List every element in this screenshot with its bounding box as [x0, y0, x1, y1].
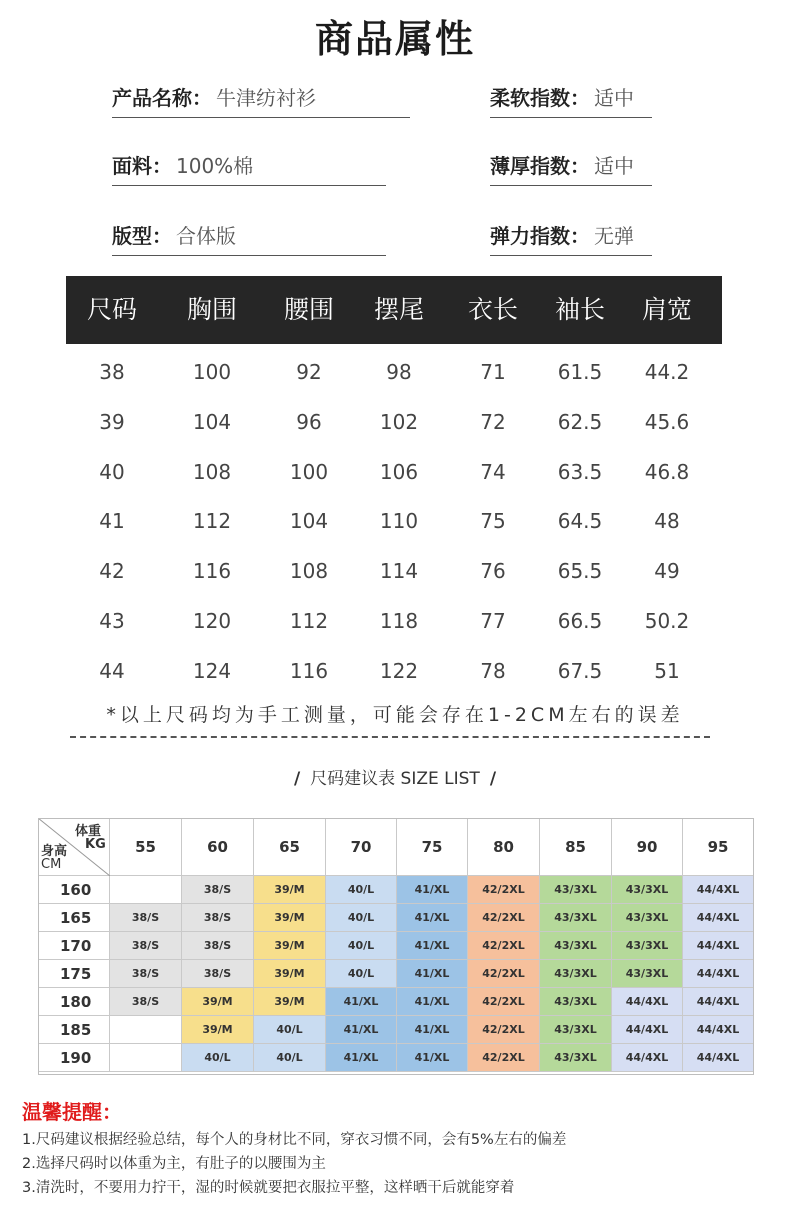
height-unit: CM: [41, 857, 62, 872]
size-table-cell: 77: [480, 609, 506, 633]
size-table-cell: 41: [99, 509, 125, 533]
size-table-cell: 65.5: [557, 559, 603, 583]
size-table-cell: 46.8: [644, 460, 690, 484]
size-table-cell: 67.5: [557, 659, 603, 683]
size-recommendation-cell: 43/3XL: [612, 960, 683, 988]
size-recommendation-cell: 38/S: [110, 960, 182, 988]
size-table-cell: 96: [296, 410, 322, 434]
size-recommendation-cell: 43/3XL: [540, 1044, 612, 1072]
height-label: 身高: [41, 844, 68, 859]
size-recommendation-cell: 40/L: [326, 904, 397, 932]
attr-label: 版型: [112, 224, 152, 248]
grid-border: [38, 818, 754, 1075]
size-table-header-cell: 摆尾: [373, 295, 424, 324]
size-recommendation-cell: 39/M: [254, 960, 326, 988]
attr-thickness: 薄厚指数： 适中: [490, 150, 652, 186]
size-recommendation-cell: 41/XL: [397, 960, 468, 988]
size-table-cell: 76: [480, 559, 506, 583]
reminder-tip: 3.清洗时，不要用力拧干，湿的时候就要把衣服拉平整，这样晒干后就能穿着: [22, 1180, 515, 1196]
size-recommendation-cell: 38/S: [110, 904, 182, 932]
size-recommendation-cell: 42/2XL: [468, 876, 540, 904]
weight-header-cell: 55: [110, 818, 182, 876]
size-recommendation-cell: 42/2XL: [468, 932, 540, 960]
size-recommendation-cell: 40/L: [254, 1044, 326, 1072]
size-recommendation-cell: 41/XL: [326, 1044, 397, 1072]
size-recommendation-cell: 41/XL: [397, 904, 468, 932]
size-recommendation-cell: 41/XL: [326, 1016, 397, 1044]
size-table-header: [66, 276, 722, 344]
attr-label: 弹力指数: [490, 224, 570, 248]
size-table-cell: 48: [654, 509, 680, 533]
size-recommendation-cell: 40/L: [326, 876, 397, 904]
title-slash-left: /: [293, 769, 301, 789]
size-recommendation-cell: 43/3XL: [612, 904, 683, 932]
size-table-cell: 108: [289, 559, 329, 583]
size-recommendation-cell: 42/2XL: [468, 960, 540, 988]
size-table-cell: 49: [654, 559, 680, 583]
size-recommendation-cell: 43/3XL: [540, 932, 612, 960]
size-recommendation-cell: 43/3XL: [612, 876, 683, 904]
size-recommendation-cell: 41/XL: [397, 1044, 468, 1072]
size-table-header-cell: 肩宽: [641, 295, 692, 324]
reminder-tip: 1.尺码建议根据经验总结，每个人的身材比不同，穿衣习惯不同，会有5%左右的偏差: [22, 1132, 567, 1148]
size-table-cell: 39: [99, 410, 125, 434]
size-table-cell: 104: [192, 410, 232, 434]
attr-elasticity: 弹力指数： 无弹: [490, 220, 652, 256]
size-table-cell: 40: [99, 460, 125, 484]
size-recommendation-cell: 43/3XL: [540, 960, 612, 988]
size-table-cell: 104: [289, 509, 329, 533]
size-table-cell: 50.2: [644, 609, 690, 633]
weight-header-cell: 60: [182, 818, 254, 876]
size-recommendation-cell: 42/2XL: [468, 1044, 540, 1072]
size-recommendation-cell: 43/3XL: [540, 988, 612, 1016]
weight-header-cell: 70: [326, 818, 397, 876]
size-table-cell: 118: [379, 609, 419, 633]
size-recommendation-cell: 38/S: [110, 988, 182, 1016]
size-recommendation-cell: 44/4XL: [683, 1016, 754, 1044]
size-table-cell: 74: [480, 460, 506, 484]
attr-value: 适中: [594, 154, 634, 178]
size-table-cell: 110: [379, 509, 419, 533]
size-table-cell: 124: [192, 659, 232, 683]
weight-unit: KG: [85, 837, 106, 852]
size-recommendation-cell: 42/2XL: [468, 904, 540, 932]
attr-label: 面料: [112, 154, 152, 178]
attr-product-name: 产品名称： 牛津纺衬衫: [112, 82, 410, 118]
size-recommendation-cell: 38/S: [182, 876, 254, 904]
size-recommendation-cell: 43/3XL: [540, 876, 612, 904]
size-recommendation-cell: 41/XL: [397, 876, 468, 904]
reminder-tip: 2.选择尺码时以体重为主，有肚子的以腰围为主: [22, 1156, 326, 1172]
size-table-cell: 100: [192, 360, 232, 384]
size-recommendation-cell: 40/L: [326, 960, 397, 988]
attr-fit: 版型： 合体版: [112, 220, 386, 256]
size-table-cell: 72: [480, 410, 506, 434]
weight-header-cell: 85: [540, 818, 612, 876]
height-header-cell: 160: [38, 876, 110, 904]
size-recommendation-cell: 39/M: [254, 988, 326, 1016]
weight-header-cell: 95: [683, 818, 754, 876]
size-table-cell: 42: [99, 559, 125, 583]
size-recommendation-cell: 40/L: [254, 1016, 326, 1044]
size-table-cell: 62.5: [557, 410, 603, 434]
size-table-cell: 112: [192, 509, 232, 533]
size-recommendation-cell: 44/4XL: [683, 1044, 754, 1072]
height-header-cell: 180: [38, 988, 110, 1016]
size-recommendation-cell: 39/M: [254, 904, 326, 932]
size-table-header-cell: 胸围: [186, 295, 237, 324]
size-recommendation-cell: 44/4XL: [612, 1044, 683, 1072]
size-table-header-cell: 袖长: [554, 295, 605, 324]
attr-fabric: 面料： 100%棉: [112, 150, 386, 186]
size-recommendation-cell: 44/4XL: [683, 932, 754, 960]
height-header-cell: 185: [38, 1016, 110, 1044]
size-recommendation-grid: [38, 818, 754, 1075]
measurement-note: *以上尺码均为手工测量，可能会存在1-2CM左右的误差: [106, 704, 684, 726]
weight-header-cell: 75: [397, 818, 468, 876]
size-recommendation-cell: 44/4XL: [683, 876, 754, 904]
attr-value: 适中: [594, 86, 634, 110]
size-recommendation-cell: 40/L: [182, 1044, 254, 1072]
size-recommendation-cell: 44/4XL: [612, 1016, 683, 1044]
size-table-cell: 45.6: [644, 410, 690, 434]
size-table-cell: 43: [99, 609, 125, 633]
size-table-cell: 44.2: [644, 360, 690, 384]
weight-header-cell: 65: [254, 818, 326, 876]
size-table-header-cell: 腰围: [283, 295, 334, 324]
size-table-header-cell: 衣长: [467, 295, 518, 324]
size-table-cell: 114: [379, 559, 419, 583]
size-table-cell: 66.5: [557, 609, 603, 633]
size-recommendation-cell: 44/4XL: [683, 904, 754, 932]
size-recommendation-cell: 39/M: [254, 876, 326, 904]
size-table-cell: 78: [480, 659, 506, 683]
size-table-cell: 120: [192, 609, 232, 633]
attr-value: 100%棉: [176, 154, 254, 178]
size-table-cell: 63.5: [557, 460, 603, 484]
reminder-title: 温馨提醒：: [22, 1100, 122, 1124]
size-list-title-text: 尺码建议表 SIZE LIST: [310, 769, 480, 789]
attr-softness: 柔软指数： 适中: [490, 82, 652, 118]
attr-label: 产品名称: [112, 86, 192, 110]
size-table-cell: 71: [480, 360, 506, 384]
size-recommendation-cell: 38/S: [182, 904, 254, 932]
weight-label: 体重: [75, 824, 102, 839]
size-recommendation-cell: 39/M: [254, 932, 326, 960]
size-table-cell: 116: [289, 659, 329, 683]
size-recommendation-cell: 38/S: [182, 932, 254, 960]
title-slash-right: /: [489, 769, 497, 789]
size-recommendation-cell: 40/L: [326, 932, 397, 960]
size-list-title: [0, 764, 790, 789]
size-recommendation-cell: 38/S: [110, 932, 182, 960]
height-header-cell: 165: [38, 904, 110, 932]
size-recommendation-cell: 42/2XL: [468, 1016, 540, 1044]
size-recommendation-cell: 41/XL: [397, 1016, 468, 1044]
size-table-cell: 44: [99, 659, 125, 683]
size-table-cell: 116: [192, 559, 232, 583]
attr-value: 牛津纺衬衫: [216, 86, 316, 110]
attr-label: 薄厚指数: [490, 154, 570, 178]
size-table-cell: 108: [192, 460, 232, 484]
size-recommendation-cell: 43/3XL: [540, 904, 612, 932]
weight-header-cell: 90: [612, 818, 683, 876]
attr-value: 无弹: [594, 224, 634, 248]
size-recommendation-cell: 44/4XL: [612, 988, 683, 1016]
size-recommendation-cell: 42/2XL: [468, 988, 540, 1016]
size-table-cell: 38: [99, 360, 125, 384]
page-title: 商品属性: [314, 17, 475, 61]
size-recommendation-cell: 43/3XL: [540, 1016, 612, 1044]
size-recommendation-cell: 39/M: [182, 1016, 254, 1044]
size-table-cell: 102: [379, 410, 419, 434]
size-table-cell: 98: [386, 360, 412, 384]
size-table-cell: 112: [289, 609, 329, 633]
size-table-cell: 51: [654, 659, 680, 683]
dashed-divider: [70, 736, 710, 738]
height-header-cell: 175: [38, 960, 110, 988]
weight-header-cell: 80: [468, 818, 540, 876]
size-recommendation-cell: 41/XL: [397, 988, 468, 1016]
size-table-cell: 64.5: [557, 509, 603, 533]
size-table-cell: 75: [480, 509, 506, 533]
size-table-cell: 106: [379, 460, 419, 484]
height-header-cell: 190: [38, 1044, 110, 1072]
size-table-cell: 92: [296, 360, 322, 384]
size-table-cell: 61.5: [557, 360, 603, 384]
size-recommendation-cell: 43/3XL: [612, 932, 683, 960]
size-recommendation-cell: 38/S: [182, 960, 254, 988]
size-recommendation-cell: 44/4XL: [683, 988, 754, 1016]
attr-label: 柔软指数: [490, 86, 570, 110]
height-header-cell: 170: [38, 932, 110, 960]
size-table-cell: 100: [289, 460, 329, 484]
size-recommendation-cell: 39/M: [182, 988, 254, 1016]
size-table-header-cell: 尺码: [86, 295, 137, 324]
attr-value: 合体版: [176, 224, 236, 248]
size-recommendation-cell: 41/XL: [326, 988, 397, 1016]
size-recommendation-cell: 41/XL: [397, 932, 468, 960]
size-recommendation-cell: 44/4XL: [683, 960, 754, 988]
size-table-cell: 122: [379, 659, 419, 683]
